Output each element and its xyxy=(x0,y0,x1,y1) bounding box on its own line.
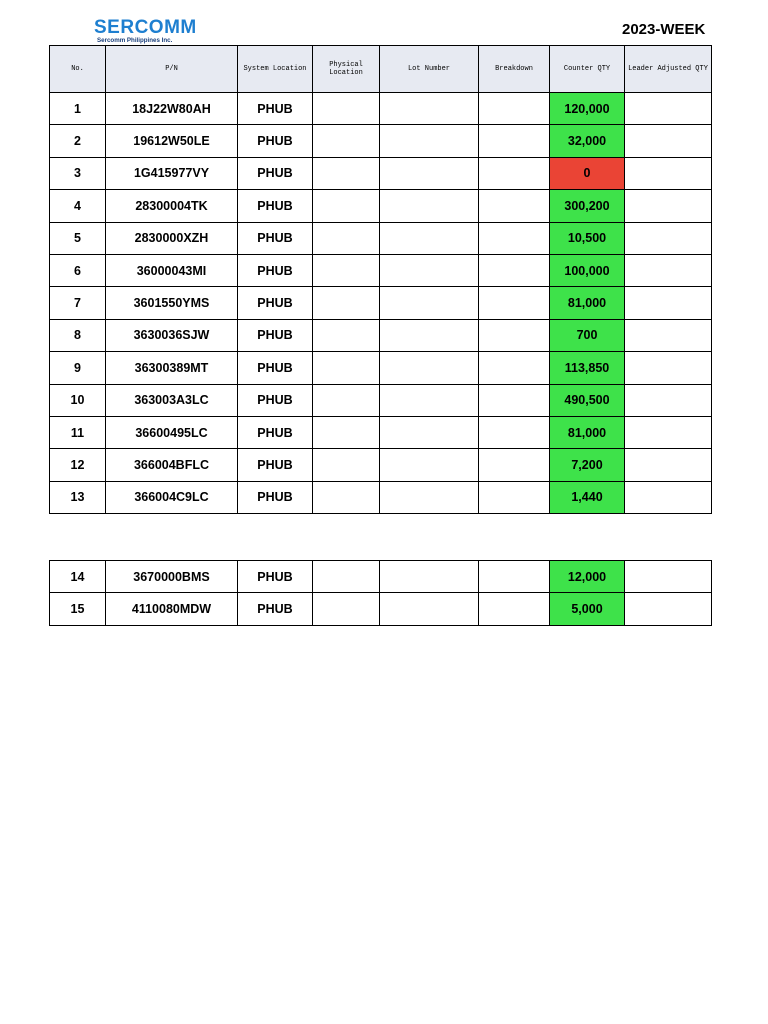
cell-lot-number[interactable] xyxy=(380,93,479,125)
cell-no[interactable]: 9 xyxy=(50,352,106,384)
cell-leader-adjusted-qty[interactable] xyxy=(625,287,712,319)
cell-pn[interactable]: 36600495LC xyxy=(106,416,238,448)
cell-physical-location[interactable] xyxy=(313,416,380,448)
cell-system-location[interactable]: PHUB xyxy=(238,190,313,222)
cell-pn[interactable]: 366004BFLC xyxy=(106,449,238,481)
cell-leader-adjusted-qty[interactable] xyxy=(625,449,712,481)
cell-leader-adjusted-qty[interactable] xyxy=(625,254,712,286)
cell-no[interactable]: 6 xyxy=(50,254,106,286)
cell-leader-adjusted-qty[interactable] xyxy=(625,481,712,513)
cell-leader-adjusted-qty[interactable] xyxy=(625,190,712,222)
cell-breakdown[interactable] xyxy=(479,157,550,189)
cell-no[interactable]: 15 xyxy=(50,593,106,625)
cell-leader-adjusted-qty[interactable] xyxy=(625,157,712,189)
cell-physical-location[interactable] xyxy=(313,561,380,593)
cell-counter-qty[interactable]: 0 xyxy=(550,157,625,189)
cell-pn[interactable]: 18J22W80AH xyxy=(106,93,238,125)
cell-breakdown[interactable] xyxy=(479,384,550,416)
cell-no[interactable]: 1 xyxy=(50,93,106,125)
cell-counter-qty[interactable]: 81,000 xyxy=(550,416,625,448)
cell-breakdown[interactable] xyxy=(479,561,550,593)
cell-pn[interactable]: 4110080MDW xyxy=(106,593,238,625)
column-header-pn: P/N xyxy=(106,46,238,93)
cell-system-location[interactable]: PHUB xyxy=(238,125,313,157)
cell-lot-number[interactable] xyxy=(380,481,479,513)
cell-no[interactable]: 13 xyxy=(50,481,106,513)
cell-pn[interactable]: 3630036SJW xyxy=(106,319,238,351)
cell-leader-adjusted-qty[interactable] xyxy=(625,319,712,351)
cell-physical-location[interactable] xyxy=(313,125,380,157)
cell-breakdown[interactable] xyxy=(479,93,550,125)
cell-lot-number[interactable] xyxy=(380,384,479,416)
table-row xyxy=(50,222,712,254)
cell-system-location[interactable]: PHUB xyxy=(238,93,313,125)
cell-leader-adjusted-qty[interactable] xyxy=(625,416,712,448)
cell-breakdown[interactable] xyxy=(479,481,550,513)
cell-breakdown[interactable] xyxy=(479,190,550,222)
cell-no[interactable]: 2 xyxy=(50,125,106,157)
table-row xyxy=(50,287,712,319)
cell-system-location[interactable]: PHUB xyxy=(238,593,313,625)
inventory-table-continued xyxy=(49,560,712,626)
table-header-row xyxy=(50,46,712,93)
cell-counter-qty[interactable]: 10,500 xyxy=(550,222,625,254)
cell-system-location[interactable]: PHUB xyxy=(238,449,313,481)
cell-no[interactable]: 5 xyxy=(50,222,106,254)
cell-physical-location[interactable] xyxy=(313,287,380,319)
cell-pn[interactable]: 36300389MT xyxy=(106,352,238,384)
cell-physical-location[interactable] xyxy=(313,593,380,625)
table-row xyxy=(50,481,712,513)
cell-physical-location[interactable] xyxy=(313,254,380,286)
page-title: 2023-WEEK xyxy=(622,21,706,38)
table-row xyxy=(50,254,712,286)
cell-pn[interactable]: 1G415977VY xyxy=(106,157,238,189)
cell-pn[interactable]: 366004C9LC xyxy=(106,481,238,513)
cell-no[interactable]: 10 xyxy=(50,384,106,416)
cell-lot-number[interactable] xyxy=(380,125,479,157)
cell-no[interactable]: 12 xyxy=(50,449,106,481)
cell-system-location[interactable]: PHUB xyxy=(238,352,313,384)
cell-counter-qty[interactable]: 490,500 xyxy=(550,384,625,416)
table-row xyxy=(50,352,712,384)
cell-lot-number[interactable] xyxy=(380,254,479,286)
cell-lot-number[interactable] xyxy=(380,352,479,384)
cell-breakdown[interactable] xyxy=(479,254,550,286)
cell-counter-qty[interactable]: 300,200 xyxy=(550,190,625,222)
cell-physical-location[interactable] xyxy=(313,93,380,125)
cell-physical-location[interactable] xyxy=(313,190,380,222)
cell-counter-qty[interactable]: 32,000 xyxy=(550,125,625,157)
logo-subtitle: Sercomm Philippines Inc. xyxy=(97,37,173,44)
column-header-breakdown: Breakdown xyxy=(479,46,550,93)
cell-system-location[interactable]: PHUB xyxy=(238,481,313,513)
cell-leader-adjusted-qty[interactable] xyxy=(625,352,712,384)
cell-lot-number[interactable] xyxy=(380,157,479,189)
cell-system-location[interactable]: PHUB xyxy=(238,157,313,189)
cell-breakdown[interactable] xyxy=(479,287,550,319)
cell-lot-number[interactable] xyxy=(380,449,479,481)
cell-lot-number[interactable] xyxy=(380,190,479,222)
cell-system-location[interactable]: PHUB xyxy=(238,287,313,319)
cell-pn[interactable]: 3601550YMS xyxy=(106,287,238,319)
cell-no[interactable]: 11 xyxy=(50,416,106,448)
cell-counter-qty[interactable]: 700 xyxy=(550,319,625,351)
cell-system-location[interactable]: PHUB xyxy=(238,222,313,254)
cell-physical-location[interactable] xyxy=(313,449,380,481)
cell-breakdown[interactable] xyxy=(479,593,550,625)
table-row xyxy=(50,449,712,481)
cell-breakdown[interactable] xyxy=(479,352,550,384)
table-row xyxy=(50,593,712,625)
cell-counter-qty[interactable]: 81,000 xyxy=(550,287,625,319)
cell-leader-adjusted-qty[interactable] xyxy=(625,561,712,593)
table-row xyxy=(50,93,712,125)
cell-counter-qty[interactable]: 7,200 xyxy=(550,449,625,481)
cell-system-location[interactable]: PHUB xyxy=(238,254,313,286)
cell-physical-location[interactable] xyxy=(313,157,380,189)
cell-counter-qty[interactable]: 100,000 xyxy=(550,254,625,286)
cell-pn[interactable]: 19612W50LE xyxy=(106,125,238,157)
table-row xyxy=(50,416,712,448)
cell-physical-location[interactable] xyxy=(313,352,380,384)
cell-lot-number[interactable] xyxy=(380,287,479,319)
cell-counter-qty[interactable]: 120,000 xyxy=(550,93,625,125)
cell-pn[interactable]: 36000043MI xyxy=(106,254,238,286)
cell-lot-number[interactable] xyxy=(380,319,479,351)
column-header-leader-adjusted-qty: Leader Adjusted QTY xyxy=(625,46,712,93)
cell-lot-number[interactable] xyxy=(380,416,479,448)
cell-no[interactable]: 7 xyxy=(50,287,106,319)
cell-lot-number[interactable] xyxy=(380,222,479,254)
table-row xyxy=(50,384,712,416)
cell-system-location[interactable]: PHUB xyxy=(238,416,313,448)
cell-physical-location[interactable] xyxy=(313,384,380,416)
inventory-table xyxy=(49,45,712,514)
cell-system-location[interactable]: PHUB xyxy=(238,384,313,416)
cell-counter-qty[interactable]: 1,440 xyxy=(550,481,625,513)
column-header-lot-number: Lot Number xyxy=(380,46,479,93)
cell-lot-number[interactable] xyxy=(380,561,479,593)
cell-leader-adjusted-qty[interactable] xyxy=(625,384,712,416)
cell-breakdown[interactable] xyxy=(479,222,550,254)
cell-no[interactable]: 8 xyxy=(50,319,106,351)
cell-system-location[interactable]: PHUB xyxy=(238,561,313,593)
cell-pn[interactable]: 2830000XZH xyxy=(106,222,238,254)
cell-breakdown[interactable] xyxy=(479,416,550,448)
table-row xyxy=(50,319,712,351)
cell-no[interactable]: 4 xyxy=(50,190,106,222)
logo-text: SERCOMM xyxy=(94,17,197,38)
cell-pn[interactable]: 3670000BMS xyxy=(106,561,238,593)
table-row xyxy=(50,157,712,189)
company-logo xyxy=(94,17,197,44)
cell-leader-adjusted-qty[interactable] xyxy=(625,93,712,125)
cell-counter-qty[interactable]: 113,850 xyxy=(550,352,625,384)
cell-physical-location[interactable] xyxy=(313,222,380,254)
cell-pn[interactable]: 363003A3LC xyxy=(106,384,238,416)
cell-counter-qty[interactable]: 12,000 xyxy=(550,561,625,593)
cell-leader-adjusted-qty[interactable] xyxy=(625,222,712,254)
column-header-counter-qty: Counter QTY xyxy=(550,46,625,93)
cell-no[interactable]: 14 xyxy=(50,561,106,593)
cell-lot-number[interactable] xyxy=(380,593,479,625)
column-header-no: No. xyxy=(50,46,106,93)
column-header-physical-location: Physical Location xyxy=(313,46,380,93)
table-row xyxy=(50,561,712,593)
cell-breakdown[interactable] xyxy=(479,449,550,481)
cell-leader-adjusted-qty[interactable] xyxy=(625,593,712,625)
table-row xyxy=(50,125,712,157)
table-row xyxy=(50,190,712,222)
cell-physical-location[interactable] xyxy=(313,319,380,351)
cell-breakdown[interactable] xyxy=(479,125,550,157)
cell-no[interactable]: 3 xyxy=(50,157,106,189)
cell-leader-adjusted-qty[interactable] xyxy=(625,125,712,157)
cell-pn[interactable]: 28300004TK xyxy=(106,190,238,222)
cell-system-location[interactable]: PHUB xyxy=(238,319,313,351)
cell-counter-qty[interactable]: 5,000 xyxy=(550,593,625,625)
column-header-system-location: System Location xyxy=(238,46,313,93)
cell-physical-location[interactable] xyxy=(313,481,380,513)
cell-breakdown[interactable] xyxy=(479,319,550,351)
